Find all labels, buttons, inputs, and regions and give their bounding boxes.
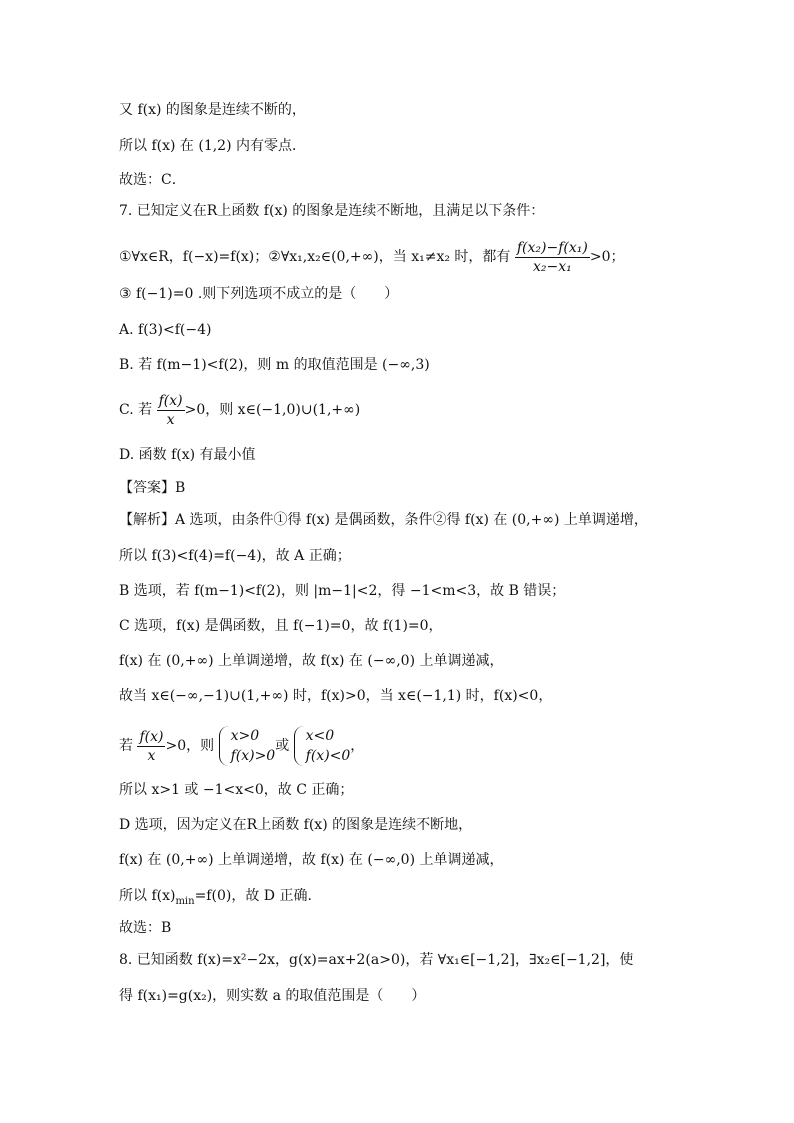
text-line: ③ f(−1)=0 .则下列选项不成立的是（ ） <box>119 286 399 302</box>
option-b: B. 若 f(m−1)<f(2)，则 m 的取值范围是 (−∞,3) <box>119 357 430 373</box>
inequality-system-1: x>0 f(x)>0 <box>219 726 276 766</box>
text-line: 又 f(x) 的图象是连续不断的， <box>119 102 306 118</box>
text-line: f(x) 在 (0,+∞) 上单调递增，故 f(x) 在 (−∞,0) 上单调递减， <box>119 852 504 868</box>
text-line: f(x) 在 (0,+∞) 上单调递增，故 f(x) 在 (−∞,0) 上单调递减， <box>119 653 504 669</box>
text-line: 故选：C． <box>119 172 186 188</box>
answer-label: 【答案】B <box>119 480 186 496</box>
fraction-condition-2: $\frac{\text{f(x₂)−f(x₁)}}{\text{x₂−x₁}}$ <box>516 239 588 275</box>
text-line: 得 f(x₁)=g(x₂)，则实数 a 的取值范围是（ ） <box>119 988 426 1004</box>
question-7-stem: 7. 已知定义在R上函数 f(x) 的图象是连续不断地，且满足以下条件： <box>119 203 545 219</box>
text-line: 所以 x>1 或 −1<x<0，故 C 正确； <box>119 782 354 798</box>
fraction-fx-over-x: $\frac{f(x)}{x}$ <box>158 392 183 428</box>
text-line: C 选项，f(x) 是偶函数，且 f(−1)=0，故 f(1)=0， <box>119 618 443 634</box>
question-7-conditions: ①∀x∈R，f(−x)=f(x)；②∀x₁,x₂∈(0,+∞)，当 x₁≠x₂ 时，都有 $\frac{\text{f(x₂)−f(x₁)}}{\text{x₂−x₁}}$ >0； <box>119 239 625 275</box>
analysis-line: 【解析】A 选项，由条件①得 f(x) 是偶函数，条件②得 f(x) 在 (0,+∞) 上单调递增， <box>119 512 648 528</box>
question-8-stem: 8. 已知函数 f(x)=x²−2x，g(x)=ax+2(a>0)，若 ∀x₁∈[−1,2]，∃x₂∈[−1,2]，使 <box>119 952 634 968</box>
option-c: C. 若 $\frac{f(x)}{x}$ >0，则 x∈(−1,0)∪(1,+∞) <box>119 392 361 428</box>
text-line: B 选项，若 f(m−1)<f(2)，则 |m−1|<2，得 −1<m<3，故 B 错误； <box>119 583 566 599</box>
fraction-fx-over-x: $\frac{f(x)}{x}$ <box>139 728 164 764</box>
text-line: 故当 x∈(−∞,−1)∪(1,+∞) 时，f(x)>0，当 x∈(−1,1) 时，f(x)<0， <box>119 688 553 704</box>
option-a: A. f(3)<f(−4) <box>119 322 212 338</box>
min-line: 所以 $f(x)_{min}=f(0)$，故 D 正确. <box>119 888 312 907</box>
text-line: D 选项，因为定义在R上函数 f(x) 的图象是连续不断地， <box>119 817 473 833</box>
option-d: D. 函数 f(x) 有最小值 <box>119 447 256 463</box>
text-line: 所以 f(3)<f(4)=f(−4)，故 A 正确； <box>119 548 351 564</box>
text-line: 故选：B <box>119 920 172 936</box>
inequality-system-2: x<0 f(x)<0 <box>294 726 351 766</box>
system-line: 若 $\frac{f(x)}{x}$ >0，则 x>0 f(x)>0 或 x<0 f(x)<0 ， <box>119 728 365 764</box>
text-line: 所以 f(x) 在 (1,2) 内有零点． <box>119 138 306 154</box>
